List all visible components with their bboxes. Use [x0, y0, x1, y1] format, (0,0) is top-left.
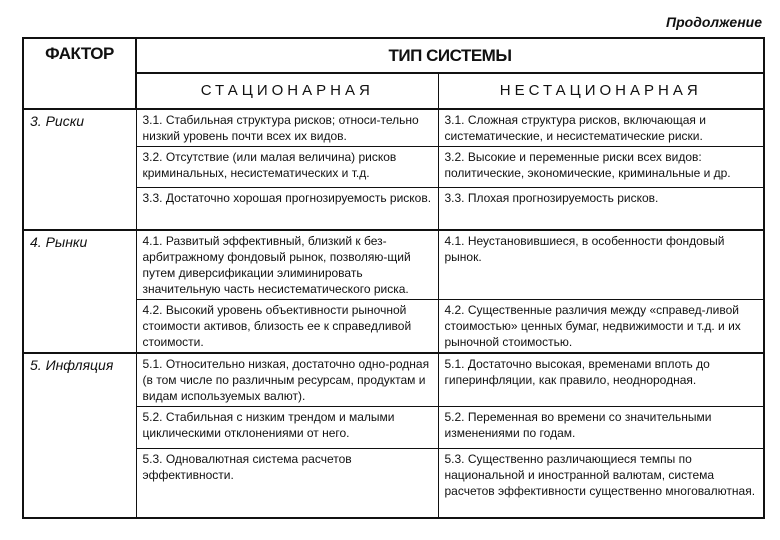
- cell-stationary: 4.2. Высокий уровень объективности рыночной стоимости активов, близость ее к справедливой стоимости.: [136, 299, 438, 353]
- cell-stationary: 5.3. Одновалютная система расчетов эффективности.: [136, 448, 438, 518]
- cell-nonstationary: 5.1. Достаточно высокая, временами вплоть до гиперинфляции, как правило, неоднородная.: [438, 353, 764, 407]
- cell-stationary: 5.1. Относительно низкая, достаточно одно-родная (в том числе по различным ресурсам, продуктам и видам используемых валют).: [136, 353, 438, 407]
- cell-nonstationary: 3.2. Высокие и переменные риски всех видов: политические, экономические, криминальные и др.: [438, 147, 764, 188]
- cell-nonstationary: 3.1. Сложная структура рисков, включающая и систематические, и несистематические риски.: [438, 109, 764, 147]
- cell-nonstationary: 4.1. Неустановившиеся, в особенности фондовый рынок.: [438, 230, 764, 300]
- cell-stationary: 3.1. Стабильная структура рисков; относи-тельно низкий уровень почти всех их видов.: [136, 109, 438, 147]
- factor-markets: 4. Рынки: [23, 230, 136, 353]
- cell-nonstationary: 3.3. Плохая прогнозируемость рисков.: [438, 188, 764, 230]
- header-system-type: ТИП СИСТЕМЫ: [136, 38, 764, 73]
- header-factor: ФАКТОР: [23, 38, 136, 109]
- cell-stationary: 5.2. Стабильная с низким трендом и малыми циклическими отклонениями от него.: [136, 406, 438, 448]
- cell-stationary: 3.3. Достаточно хорошая прогнозируемость рисков.: [136, 188, 438, 230]
- header-stationary: СТАЦИОНАРНАЯ: [136, 73, 438, 109]
- factor-risks: 3. Риски: [23, 109, 136, 230]
- cell-nonstationary: 5.3. Существенно различающиеся темпы по национальной и иностранной валютам, система расчетов эффективности существенно многовалютная.: [438, 448, 764, 518]
- factor-inflation: 5. Инфляция: [23, 353, 136, 519]
- cell-nonstationary: 5.2. Переменная во времени со значительными изменениями по годам.: [438, 406, 764, 448]
- header-nonstationary: НЕСТАЦИОНАРНАЯ: [438, 73, 764, 109]
- continuation-label: Продолжение: [666, 14, 762, 30]
- systems-table: [22, 37, 765, 519]
- cell-nonstationary: 4.2. Существенные различия между «справед-ливой стоимостью» ценных бумаг, недвижимости и т.д. и их рыночной стоимостью.: [438, 299, 764, 353]
- cell-stationary: 4.1. Развитый эффективный, близкий к без-арбитражному фондовый рынок, позволяю-щий путем диверсификации элиминировать значительную часть несистематического риска.: [136, 230, 438, 300]
- cell-stationary: 3.2. Отсутствие (или малая величина) рисков криминальных, несистематических и т.д.: [136, 147, 438, 188]
